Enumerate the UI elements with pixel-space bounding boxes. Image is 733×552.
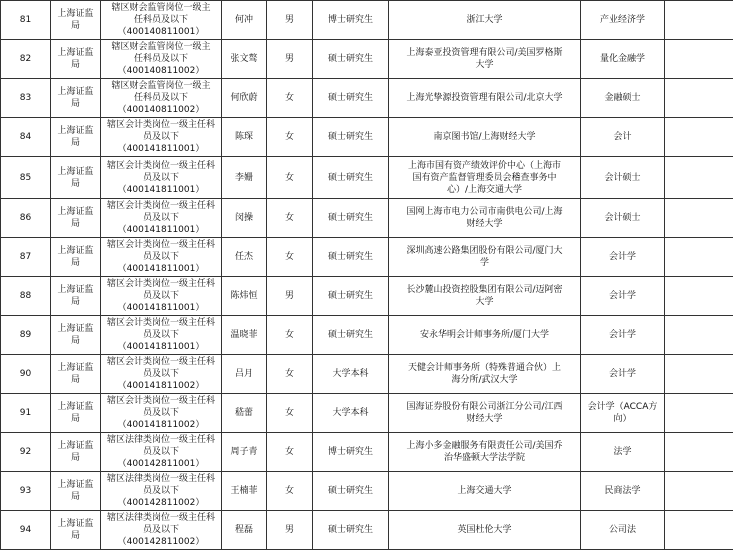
cell-name: 王楠菲	[222, 472, 267, 511]
cell-organization: 上海证监 局	[51, 394, 101, 433]
cell-major: 民商法学	[581, 472, 665, 511]
cell-remark	[665, 40, 733, 79]
cell-major: 会计学	[581, 238, 665, 277]
cell-number: 91	[1, 394, 51, 433]
cell-remark	[665, 1, 733, 40]
cell-school-employer: 浙江大学	[389, 1, 581, 40]
cell-remark	[665, 355, 733, 394]
cell-major: 金融硕士	[581, 79, 665, 118]
cell-organization: 上海证监 局	[51, 511, 101, 550]
cell-gender: 男	[267, 40, 313, 79]
cell-organization: 上海证监 局	[51, 355, 101, 394]
cell-number: 83	[1, 79, 51, 118]
cell-gender: 女	[267, 238, 313, 277]
cell-gender: 男	[267, 277, 313, 316]
cell-gender: 女	[267, 79, 313, 118]
cell-education: 硕士研究生	[313, 157, 389, 199]
cell-position: 辖区会计类岗位一级主任科 员及以下（400141811001）	[101, 277, 222, 316]
cell-education: 硕士研究生	[313, 472, 389, 511]
cell-number: 88	[1, 277, 51, 316]
cell-major: 会计学	[581, 277, 665, 316]
cell-major: 会计学（ACCA方向）	[581, 394, 665, 433]
cell-school-employer: 长沙麓山投资控股集团有限公司/迈阿密 大学	[389, 277, 581, 316]
cell-gender: 女	[267, 472, 313, 511]
cell-position: 辖区法律类岗位一级主任科 员及以下（400142811002）	[101, 511, 222, 550]
cell-position: 辖区财会监管岗位一级主 任科员及以下 （400140811002）	[101, 40, 222, 79]
cell-education: 硕士研究生	[313, 79, 389, 118]
cell-organization: 上海证监 局	[51, 79, 101, 118]
cell-number: 84	[1, 118, 51, 157]
cell-school-employer: 上海交通大学	[389, 472, 581, 511]
cell-remark	[665, 79, 733, 118]
cell-school-employer: 英国杜伦大学	[389, 511, 581, 550]
cell-number: 82	[1, 40, 51, 79]
cell-major: 会计	[581, 118, 665, 157]
cell-education: 硕士研究生	[313, 511, 389, 550]
table-row	[1, 394, 733, 433]
cell-school-employer: 安永华明会计师事务所/厦门大学	[389, 316, 581, 355]
cell-position: 辖区法律类岗位一级主任科 员及以下（400142811002）	[101, 472, 222, 511]
table-row	[1, 118, 733, 157]
cell-organization: 上海证监 局	[51, 472, 101, 511]
cell-organization: 上海证监 局	[51, 157, 101, 199]
cell-remark	[665, 157, 733, 199]
cell-remark	[665, 511, 733, 550]
table-row	[1, 355, 733, 394]
cell-organization: 上海证监 局	[51, 40, 101, 79]
cell-name: 陈炜恒	[222, 277, 267, 316]
cell-major: 会计硕士	[581, 199, 665, 238]
cell-name: 何冲	[222, 1, 267, 40]
cell-number: 81	[1, 1, 51, 40]
cell-position: 辖区会计类岗位一级主任科 员及以下（400141811001）	[101, 118, 222, 157]
cell-position: 辖区会计类岗位一级主任科 员及以下（400141811002）	[101, 394, 222, 433]
cell-remark	[665, 394, 733, 433]
cell-major: 产业经济学	[581, 1, 665, 40]
cell-education: 博士研究生	[313, 1, 389, 40]
table-row	[1, 316, 733, 355]
cell-position: 辖区会计类岗位一级主任科 员及以下（400141811001）	[101, 316, 222, 355]
cell-gender: 女	[267, 199, 313, 238]
cell-name: 任杰	[222, 238, 267, 277]
cell-remark	[665, 277, 733, 316]
cell-organization: 上海证监 局	[51, 277, 101, 316]
table-row	[1, 277, 733, 316]
cell-education: 硕士研究生	[313, 238, 389, 277]
cell-school-employer: 南京图书馆/上海财经大学	[389, 118, 581, 157]
cell-name: 闵操	[222, 199, 267, 238]
cell-number: 89	[1, 316, 51, 355]
table-row	[1, 511, 733, 550]
table-row	[1, 199, 733, 238]
cell-number: 94	[1, 511, 51, 550]
cell-number: 86	[1, 199, 51, 238]
cell-number: 93	[1, 472, 51, 511]
cell-number: 87	[1, 238, 51, 277]
cell-organization: 上海证监 局	[51, 433, 101, 472]
cell-remark	[665, 238, 733, 277]
cell-name: 嵇蕾	[222, 394, 267, 433]
cell-gender: 女	[267, 118, 313, 157]
cell-school-employer: 上海光挚源投资管理有限公司/北京大学	[389, 79, 581, 118]
cell-organization: 上海证监 局	[51, 199, 101, 238]
cell-position: 辖区法律类岗位一级主任科 员及以下（400142811001）	[101, 433, 222, 472]
table-row	[1, 238, 733, 277]
cell-school-employer: 上海泰亚投资管理有限公司/美国罗格斯 大学	[389, 40, 581, 79]
cell-position: 辖区会计类岗位一级主任科 员及以下（400141811002）	[101, 355, 222, 394]
cell-gender: 女	[267, 433, 313, 472]
cell-education: 大学本科	[313, 394, 389, 433]
cell-school-employer: 上海市国有资产绩效评价中心（上海市 国有资产监督管理委员会稽查事务中 心）/上海交通大学	[389, 157, 581, 199]
cell-education: 硕士研究生	[313, 316, 389, 355]
cell-name: 温晓菲	[222, 316, 267, 355]
cell-gender: 男	[267, 1, 313, 40]
cell-school-employer: 国网上海市电力公司市南供电公司/上海 财经大学	[389, 199, 581, 238]
cell-number: 90	[1, 355, 51, 394]
cell-school-employer: 上海小多金融服务有限责任公司/美国乔 治华盛顿大学法学院	[389, 433, 581, 472]
table-row	[1, 79, 733, 118]
cell-position: 辖区财会监管岗位一级主 任科员及以下 （400140811001）	[101, 1, 222, 40]
cell-education: 博士研究生	[313, 433, 389, 472]
cell-name: 周子青	[222, 433, 267, 472]
cell-major: 会计学	[581, 355, 665, 394]
table-row	[1, 1, 733, 40]
cell-organization: 上海证监 局	[51, 1, 101, 40]
cell-remark	[665, 472, 733, 511]
cell-number: 92	[1, 433, 51, 472]
cell-position: 辖区财会监管岗位一级主 任科员及以下 （400140811002）	[101, 79, 222, 118]
cell-name: 李姗	[222, 157, 267, 199]
cell-education: 硕士研究生	[313, 277, 389, 316]
cell-name: 何欣蔚	[222, 79, 267, 118]
cell-education: 大学本科	[313, 355, 389, 394]
cell-major: 量化金融学	[581, 40, 665, 79]
cell-education: 硕士研究生	[313, 40, 389, 79]
cell-remark	[665, 118, 733, 157]
cell-gender: 女	[267, 394, 313, 433]
cell-school-employer: 深圳高速公路集团股份有限公司/厦门大 学	[389, 238, 581, 277]
cell-school-employer: 天健会计师事务所（特殊普通合伙）上 海分所/武汉大学	[389, 355, 581, 394]
cell-name: 吕月	[222, 355, 267, 394]
cell-school-employer: 国海证券股份有限公司浙江分公司/江西 财经大学	[389, 394, 581, 433]
cell-organization: 上海证监 局	[51, 118, 101, 157]
cell-gender: 男	[267, 511, 313, 550]
cell-remark	[665, 316, 733, 355]
table-row	[1, 40, 733, 79]
cell-remark	[665, 433, 733, 472]
cell-gender: 女	[267, 157, 313, 199]
cell-remark	[665, 199, 733, 238]
cell-education: 硕士研究生	[313, 118, 389, 157]
cell-organization: 上海证监 局	[51, 238, 101, 277]
table-row	[1, 433, 733, 472]
cell-education: 硕士研究生	[313, 199, 389, 238]
table-row	[1, 157, 733, 199]
cell-major: 法学	[581, 433, 665, 472]
cell-position: 辖区会计类岗位一级主任科 员及以下（400141811001）	[101, 157, 222, 199]
cell-name: 程磊	[222, 511, 267, 550]
cell-major: 会计学	[581, 316, 665, 355]
cell-number: 85	[1, 157, 51, 199]
cell-position: 辖区会计类岗位一级主任科 员及以下（400141811001）	[101, 238, 222, 277]
cell-name: 张文骜	[222, 40, 267, 79]
cell-name: 陈琛	[222, 118, 267, 157]
cell-major: 公司法	[581, 511, 665, 550]
table-row	[1, 472, 733, 511]
cell-major: 会计硕士	[581, 157, 665, 199]
cell-gender: 女	[267, 355, 313, 394]
cell-gender: 女	[267, 316, 313, 355]
cell-organization: 上海证监 局	[51, 316, 101, 355]
cell-position: 辖区会计类岗位一级主任科 员及以下（400141811001）	[101, 199, 222, 238]
